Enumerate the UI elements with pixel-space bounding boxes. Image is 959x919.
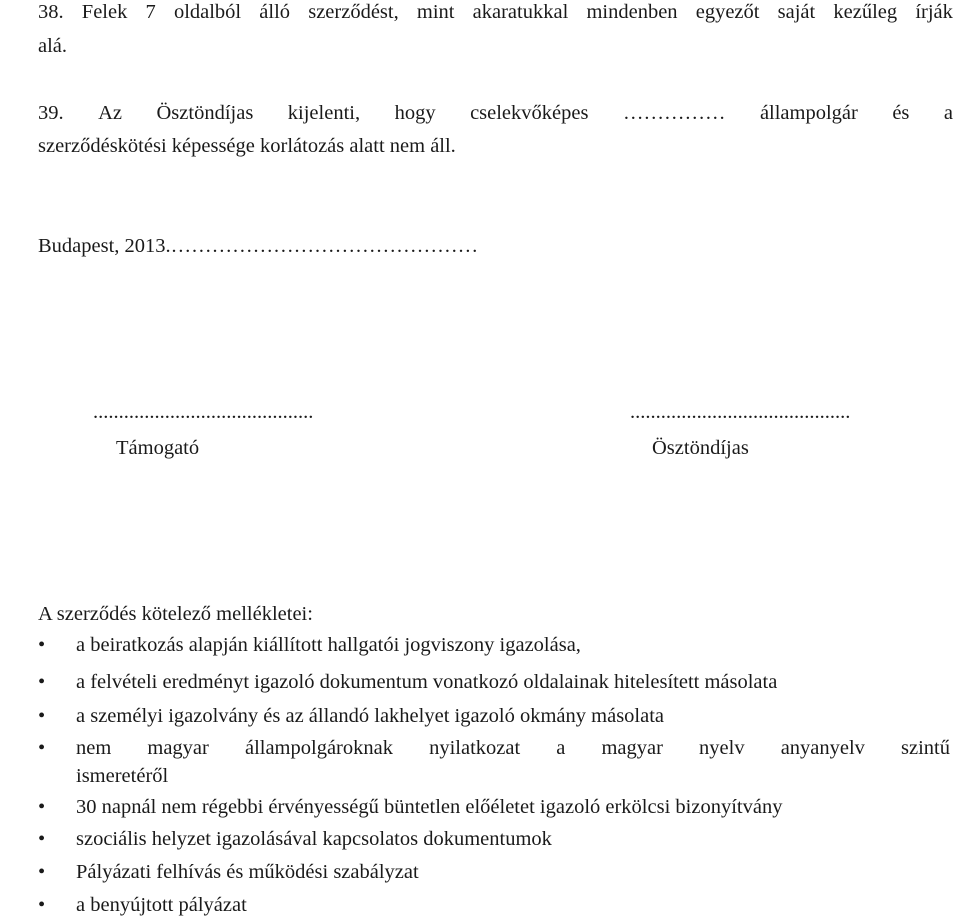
clause-39-word: állampolgár — [759, 102, 858, 124]
clause-39-word: 39. — [38, 102, 64, 124]
list-item-word: nyilatkozat — [429, 737, 521, 759]
list-item-word: nem — [76, 737, 112, 759]
clause-38-word: egyezőt — [695, 1, 760, 23]
clause-39-word: Ösztöndíjas — [156, 102, 254, 124]
list-item-word: magyar — [601, 737, 663, 759]
bullet-icon: • — [38, 894, 46, 916]
scholar-signature-label: Ösztöndíjas — [652, 437, 749, 459]
list-item-text: ismeretéről — [76, 765, 169, 787]
list-item-word: nyelv — [699, 737, 745, 759]
clause-38-word: Felek — [81, 1, 128, 23]
list-item-text: a személyi igazolvány és az állandó lakhelyet igazoló okmány másolata — [76, 705, 665, 727]
clause-39-line-2: szerződéskötési képessége korlátozás alatt nem áll. — [38, 135, 456, 157]
bullet-icon: • — [38, 671, 46, 693]
list-item-text: a felvételi eredményt igazoló dokumentum vonatkozó oldalainak hitelesített másolata — [76, 671, 778, 693]
list-item-word: magyar — [147, 737, 209, 759]
clause-38-word: 38. — [38, 1, 64, 23]
clause-39-word: és — [892, 102, 910, 124]
clause-38-word: írják — [915, 1, 953, 23]
clause-39-word: hogy — [394, 102, 436, 124]
list-item-word: szintű — [901, 737, 950, 759]
bullet-icon: • — [38, 796, 46, 818]
clause-39-blank: …………… — [622, 102, 726, 124]
clause-39-word: Az — [98, 102, 123, 124]
clause-38-word: szerződést, — [308, 1, 399, 23]
clause-39-word: cselekvőképes — [470, 102, 589, 124]
clause-38-word: 7 — [145, 1, 156, 23]
clause-38-word: mindenben — [586, 1, 678, 23]
list-item-text: a benyújtott pályázat — [76, 894, 247, 916]
list-item-text: Pályázati felhívás és működési szabályzat — [76, 861, 419, 883]
sponsor-signature-label: Támogató — [116, 437, 200, 459]
bullet-icon: • — [38, 634, 46, 656]
sponsor-signature-line: ........................................... — [93, 401, 314, 423]
clause-38-line-1 — [38, 2, 953, 23]
bullet-icon: • — [38, 828, 46, 850]
list-item-word: a — [556, 737, 566, 759]
clause-38-word: mint — [416, 1, 455, 23]
list-item-word: anyanyelv — [780, 737, 865, 759]
clause-38-line-2: alá. — [38, 35, 68, 57]
clause-39-word: kijelenti, — [287, 102, 361, 124]
attachments-heading: A szerződés kötelező mellékletei: — [38, 603, 313, 625]
list-item-text: a beiratkozás alapján kiállított hallgatói jogviszony igazolása, — [76, 634, 581, 656]
clause-38-word: oldalból — [173, 1, 242, 23]
clause-39-line-1 — [38, 103, 953, 124]
clause-39-word: a — [943, 102, 953, 124]
bullet-icon: • — [38, 737, 46, 759]
bullet-icon: • — [38, 705, 46, 727]
list-item-word: állampolgároknak — [244, 737, 393, 759]
list-item-text: szociális helyzet igazolásával kapcsolatos dokumentumok — [76, 828, 552, 850]
scholar-signature-line: ........................................... — [630, 401, 851, 423]
clause-38-word: álló — [259, 1, 291, 23]
list-item-text: 30 napnál nem régebbi érvényességű büntetlen előéletet igazoló erkölcsi bizonyítvány — [76, 796, 783, 818]
bullet-icon: • — [38, 861, 46, 883]
clause-38-word: saját — [777, 1, 816, 23]
place-date-line: Budapest, 2013.……………………………………… — [38, 235, 479, 257]
clause-38-word: kezűleg — [833, 1, 898, 23]
clause-38-word: akaratukkal — [472, 1, 569, 23]
list-item-text — [76, 738, 950, 759]
